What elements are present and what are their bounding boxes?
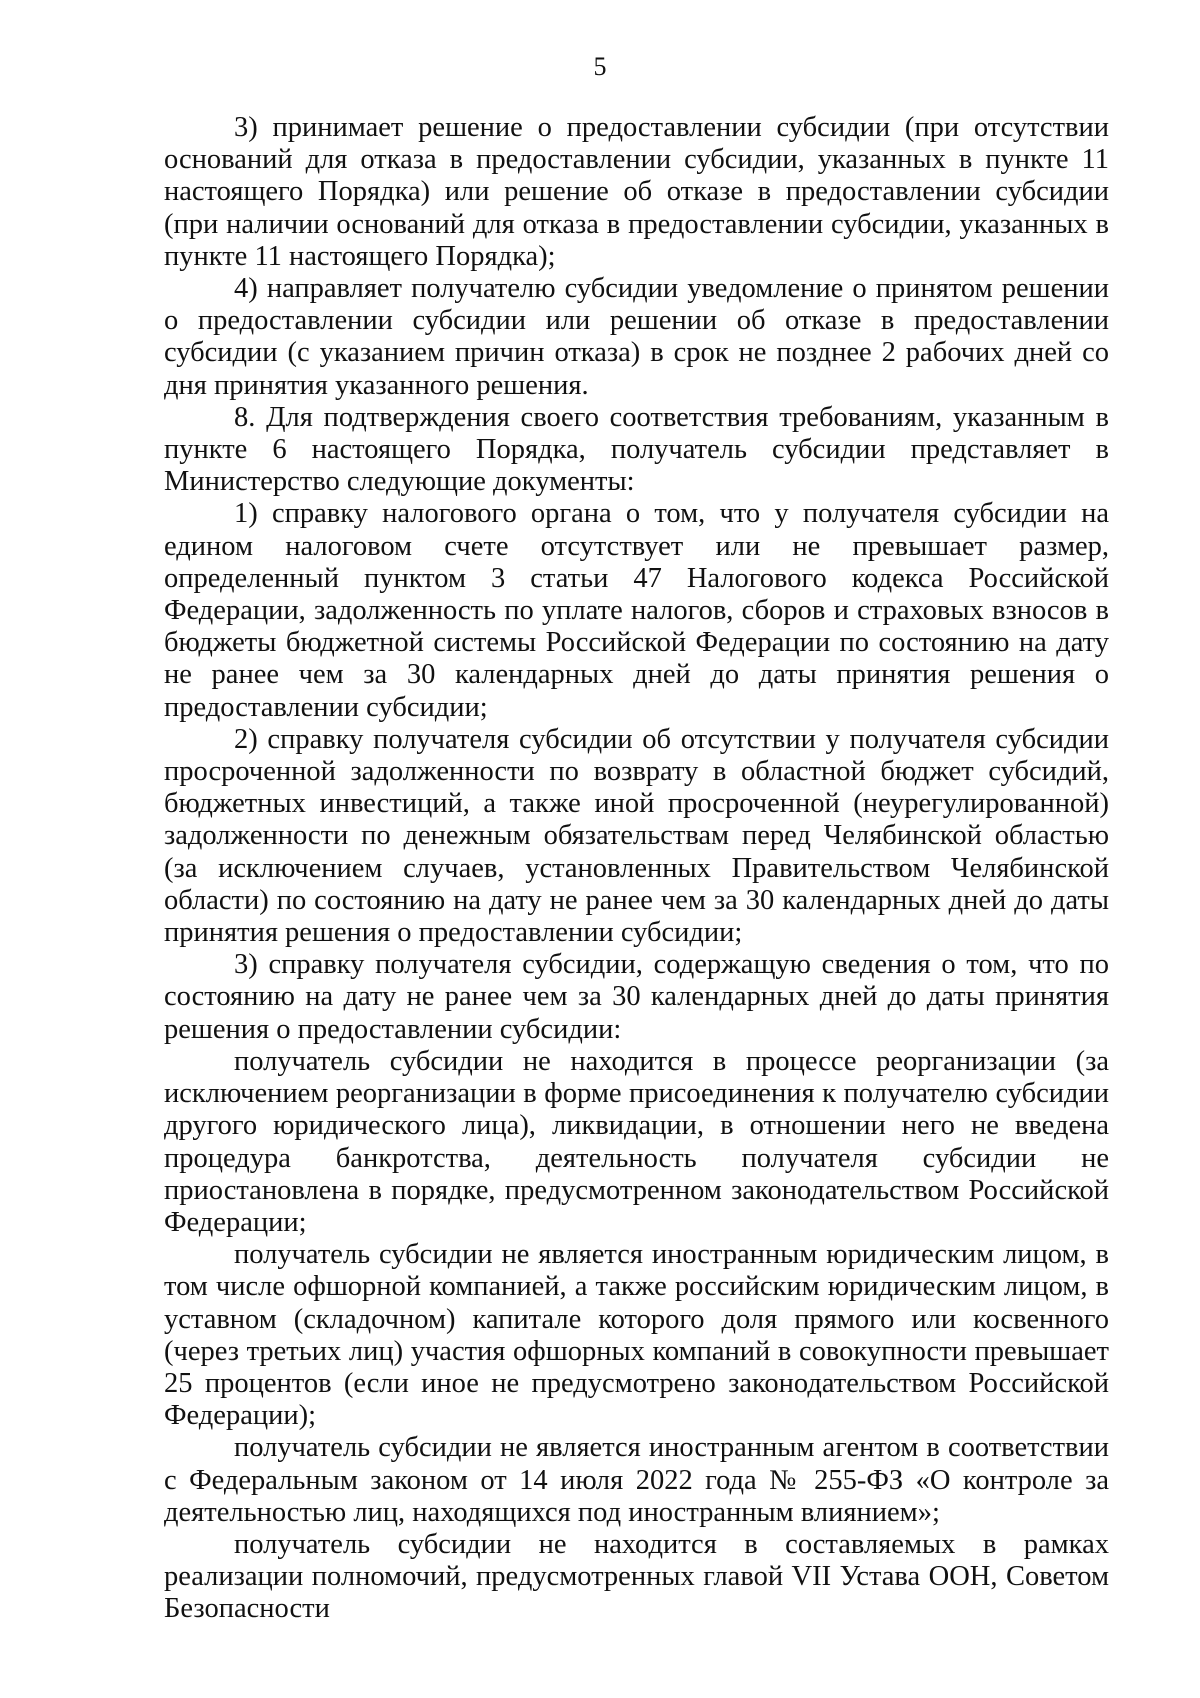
paragraph-doc-1-tax-certificate: 1) справку налогового органа о том, что у получателя субсидии на едином налоговом счете отсутствует или не превышает размер, определенный пунктом 3 статьи 47 Налогового кодекса Российской Федерации, задолженность по уплате налогов, сборов и страховых взносов в бюджеты бюджетной системы Российской Федерации по состоянию на дату не ранее чем за 30 календарных дней до даты принятия решения о предоставлении субсидии; <box>164 498 1109 723</box>
paragraph-condition-foreign-entity: получатель субсидии не является иностранным юридическим лицом, в том числе офшорной компанией, а также российским юридическим лицом, в уставном (складочном) капитале которого доля прямого или косвенного (через третьих лиц) участия офшорных компаний в совокупности превышает 25 процентов (если иное не предусмотрено законодательством Российской Федерации); <box>164 1239 1109 1432</box>
document-body <box>164 112 1109 1626</box>
paragraph-clause-8: 8. Для подтверждения своего соответствия требованиям, указанным в пункте 6 настоящего Порядка, получатель субсидии представляет в Министерство следующие документы: <box>164 401 1109 498</box>
paragraph-doc-3-status-certificate: 3) справку получателя субсидии, содержащую сведения о том, что по состоянию на дату не ранее чем за 30 календарных дней до даты принятия решения о предоставлении субсидии: <box>164 949 1109 1045</box>
page-number: 5 <box>593 52 607 81</box>
paragraph-item-4-notification: 4) направляет получателю субсидии уведомление о принятом решении о предоставлении субсидии или решении об отказе в предоставлении субсидии (с указанием причин отказа) в срок не позднее 2 рабочих дней со дня принятия указанного решения. <box>164 273 1109 401</box>
paragraph-doc-2-debt-certificate: 2) справку получателя субсидии об отсутствии у получателя субсидии просроченной задолженности по возврату в областной бюджет субсидий, бюджетных инвестиций, а также иной просроченной (неурегулированной) задолженности по денежным обязательствам перед Челябинской областью (за исключением случаев, установленных Правительством Челябинской области) по состоянию на дату не ранее чем за 30 календарных дней до даты принятия решения о предоставлении субсидии; <box>164 723 1109 949</box>
paragraph-item-3-decision: 3) принимает решение о предоставлении субсидии (при отсутствии оснований для отказа в предоставлении субсидии, указанных в пункте 11 настоящего Порядка) или решение об отказе в предоставлении субсидии (при наличии оснований для отказа в предоставлении субсидии, указанных в пункте 11 настоящего Порядка); <box>164 112 1109 272</box>
paragraph-condition-reorganization: получатель субсидии не находится в процессе реорганизации (за исключением реорганизации в форме присоединения к получателю субсидии другого юридического лица), ликвидации, в отношении него не введена процедура банкротства, деятельность получателя субсидии не приостановлена в порядке, предусмотренном законодательством Российской Федерации; <box>164 1045 1109 1238</box>
paragraph-condition-un-sanctions: получатель субсидии не находится в составляемых в рамках реализации полномочий, предусмотренных главой VII Устава ООН, Советом Безопасности <box>164 1528 1109 1625</box>
paragraph-condition-foreign-agent: получатель субсидии не является иностранным агентом в соответствии с Федеральным законом от 14 июля 2022 года № 255-ФЗ «О контроле за деятельностью лиц, находящихся под иностранным влиянием»; <box>164 1432 1109 1528</box>
